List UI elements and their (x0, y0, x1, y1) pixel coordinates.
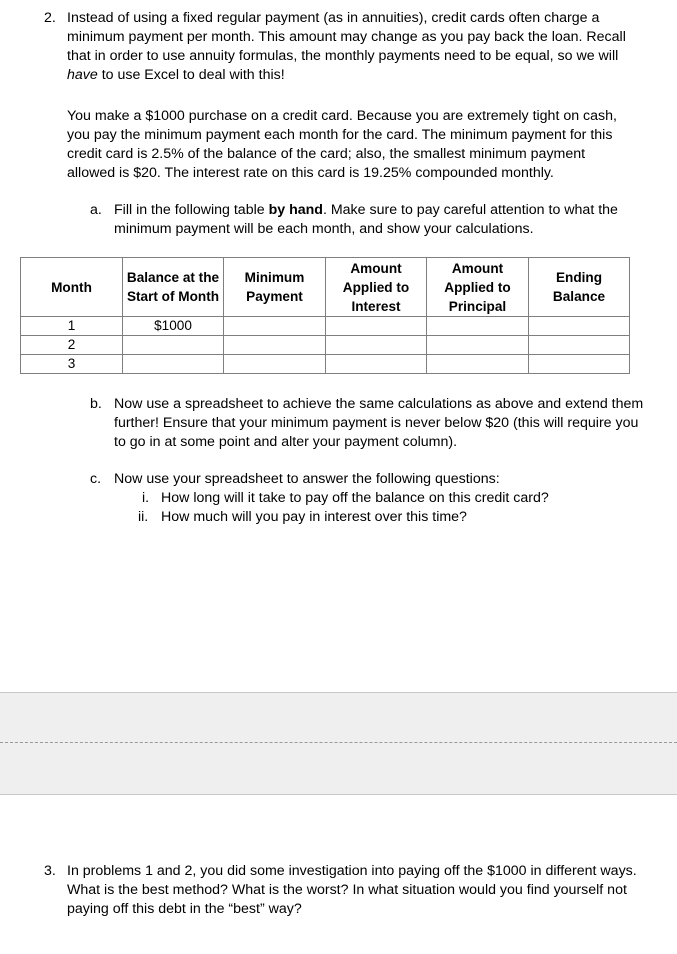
table-cell (529, 336, 630, 355)
question-i-text: How long will it take to pay off the balance on this credit card? (161, 490, 549, 506)
table-cell (123, 355, 224, 374)
table-cell (123, 336, 224, 355)
table-cell: 3 (21, 355, 123, 374)
question-ii-numeral: ii. (138, 509, 149, 525)
header-applied-principal: Amount Applied to Principal (427, 258, 529, 317)
question-i-numeral: i. (142, 490, 150, 506)
table-row (21, 317, 630, 336)
page-break-band (0, 692, 677, 795)
problem-2-intro (67, 9, 637, 85)
problem-3-number: 3. (44, 863, 56, 879)
question-ii-text: How much will you pay in interest over this time? (161, 509, 467, 525)
problem-2-intro-emphasis: have (67, 67, 98, 83)
part-a-letter: a. (90, 202, 102, 218)
header-month: Month (21, 258, 123, 317)
table-row (21, 336, 630, 355)
part-c-letter: c. (90, 471, 102, 487)
header-applied-interest: Amount Applied to Interest (326, 258, 427, 317)
payment-table-container (20, 257, 630, 374)
part-a-text-end: . Make sure to pay careful attention to what the minimum payment will be each month, and show your calculations. (114, 202, 618, 237)
problem-2-intro-part1: Instead of using a fixed regular payment (as in annuities), credit cards often charge a minimum payment per month. This amount may change as you pay back the loan. Recall that in order to use annuity formulas, the monthly payments need to be equal, so we will (67, 10, 626, 64)
problem-3-text: In problems 1 and 2, you did some investigation into paying off the $1000 in different ways. What is the best method? What is the worst? In what situation would you find yourself not paying off this debt in the “best” way? (67, 863, 637, 917)
table-cell (427, 317, 529, 336)
part-a-text (114, 201, 624, 239)
table-cell (529, 355, 630, 374)
table-cell: $1000 (123, 317, 224, 336)
table-cell (326, 317, 427, 336)
problem-2-intro-part3: to use Excel to deal with this! (97, 67, 285, 83)
part-b-letter: b. (90, 396, 102, 412)
part-c-text: Now use your spreadsheet to answer the following questions: (114, 471, 500, 487)
table-cell (326, 355, 427, 374)
table-cell: 1 (21, 317, 123, 336)
page-break-divider (0, 742, 677, 743)
part-b-text: Now use a spreadsheet to achieve the same calculations as above and extend them further! Ensure that your minimum payment is never below $20 (this will require you to go in at some point and alter your payment column). (114, 396, 644, 450)
payment-table (20, 257, 630, 374)
header-ending-balance: Ending Balance (529, 258, 630, 317)
table-cell (224, 317, 326, 336)
table-cell (224, 336, 326, 355)
header-balance-start: Balance at the Start of Month (123, 258, 224, 317)
table-row (21, 355, 630, 374)
table-cell (529, 317, 630, 336)
header-minimum-payment: Minimum Payment (224, 258, 326, 317)
table-cell (427, 336, 529, 355)
problem-2-scenario: You make a $1000 purchase on a credit card. Because you are extremely tight on cash, you pay the minimum payment each month for the card. The minimum payment for this credit card is 2.5% of the balance of the card; also, the smallest minimum payment allowed is $20. The interest rate on this card is 19.25% compounded monthly. (67, 108, 617, 181)
table-header-row (21, 258, 630, 317)
table-cell (326, 336, 427, 355)
table-cell (224, 355, 326, 374)
part-a-text-bold: by hand (268, 202, 323, 218)
problem-2-number: 2. (44, 10, 56, 26)
table-cell (427, 355, 529, 374)
part-a-text-start: Fill in the following table (114, 202, 269, 218)
table-cell: 2 (21, 336, 123, 355)
